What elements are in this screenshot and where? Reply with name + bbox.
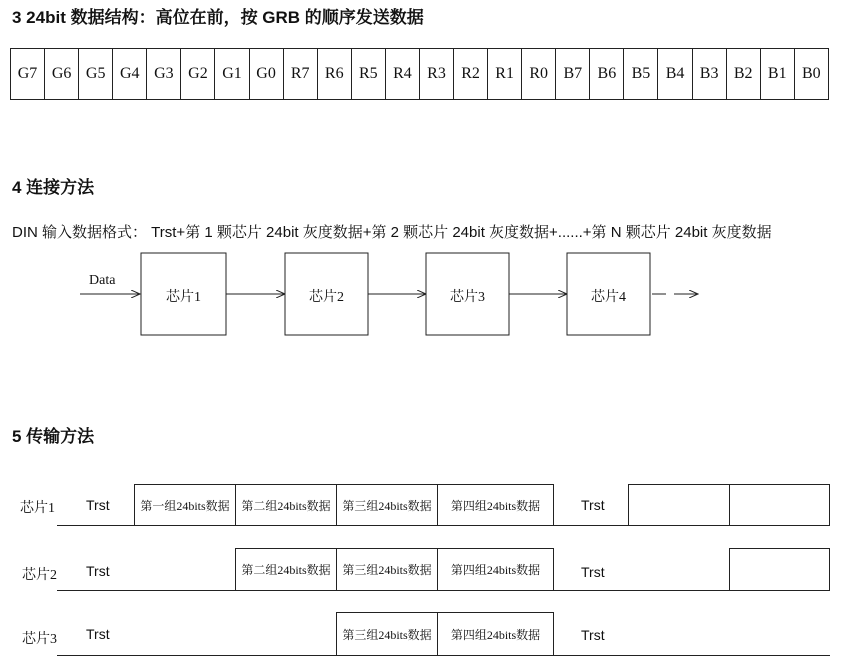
- bit-cell: R7: [284, 49, 318, 99]
- bit-cell: R4: [386, 49, 420, 99]
- bit-cell: B5: [624, 49, 658, 99]
- bit-cell: G1: [215, 49, 249, 99]
- row-2-baseline-a: [57, 590, 236, 591]
- bit-cell: R3: [420, 49, 454, 99]
- row-1-trst-pre: Trst: [86, 497, 110, 513]
- row-2-trst-pre: Trst: [86, 563, 110, 579]
- bit-cell: B4: [658, 49, 692, 99]
- chip-2-label: 芯片2: [309, 290, 344, 305]
- row-2-baseline-b: [553, 590, 730, 591]
- row-1-cell-3: 第三组24bits数据: [336, 484, 438, 526]
- row-1-cell-4: 第四组24bits数据: [437, 484, 554, 526]
- row-3-cell-2: 第四组24bits数据: [437, 612, 554, 656]
- row-2-cell-2: 第三组24bits数据: [336, 548, 438, 591]
- bit-cell: B1: [761, 49, 795, 99]
- section-5-heading: 5 传输方法: [12, 427, 95, 446]
- bit-cell: B3: [693, 49, 727, 99]
- bit-cell: G4: [113, 49, 147, 99]
- bit-cell: G3: [147, 49, 181, 99]
- section-4-heading: 4 连接方法: [12, 178, 95, 197]
- bit-cell: B2: [727, 49, 761, 99]
- row-3-trst: Trst: [581, 627, 605, 643]
- row-3-trst-pre: Trst: [86, 626, 110, 642]
- section-3-heading: 3 24bit 数据结构：高位在前，按 GRB 的顺序发送数据: [12, 8, 424, 27]
- row-3-baseline-a: [57, 655, 337, 656]
- row-1-trst: Trst: [581, 497, 605, 513]
- bit-cell: G7: [11, 49, 45, 99]
- bit-cell: R1: [488, 49, 522, 99]
- bit-cell: R5: [352, 49, 386, 99]
- bit-cell: R2: [454, 49, 488, 99]
- row-1-empty-cell-1: [628, 484, 730, 526]
- bit-cell: B7: [556, 49, 590, 99]
- row-1-cell-2: 第二组24bits数据: [235, 484, 337, 526]
- bit-cell: R6: [318, 49, 352, 99]
- chip-1-label: 芯片1: [166, 290, 201, 305]
- row-1-baseline-a: [57, 525, 135, 526]
- row-2-chip-label: 芯片2: [22, 568, 57, 583]
- bit-cell: G6: [45, 49, 79, 99]
- row-2-cell-3: 第四组24bits数据: [437, 548, 554, 591]
- row-2-cell-1: 第二组24bits数据: [235, 548, 337, 591]
- bit-cell: B6: [590, 49, 624, 99]
- row-3-baseline-b: [553, 655, 830, 656]
- row-1-chip-label: 芯片1: [20, 501, 55, 516]
- bit-cell: G5: [79, 49, 113, 99]
- row-2-empty-cell: [729, 548, 830, 591]
- row-1-cell-1: 第一组24bits数据: [134, 484, 236, 526]
- row-1-empty-cell-2: [729, 484, 830, 526]
- chip-3-label: 芯片3: [450, 290, 485, 305]
- din-format-text: DIN 输入数据格式： Trst+第 1 颗芯片 24bit 灰度数据+第 2 颗芯片 24bit 灰度数据+......+第 N 颗芯片 24bit 灰度数据: [12, 224, 772, 241]
- data-label: Data: [89, 273, 116, 288]
- chip-4-label: 芯片4: [591, 290, 626, 305]
- row-3-cell-1: 第三组24bits数据: [336, 612, 438, 656]
- bit-cell: B0: [802, 65, 821, 82]
- bit-cell: R0: [522, 49, 556, 99]
- bit-cell: G0: [250, 49, 284, 99]
- row-3-chip-label: 芯片3: [22, 632, 57, 647]
- row-2-trst: Trst: [581, 564, 605, 580]
- bit-cell: G2: [181, 49, 215, 99]
- row-1-baseline-b: [553, 525, 629, 526]
